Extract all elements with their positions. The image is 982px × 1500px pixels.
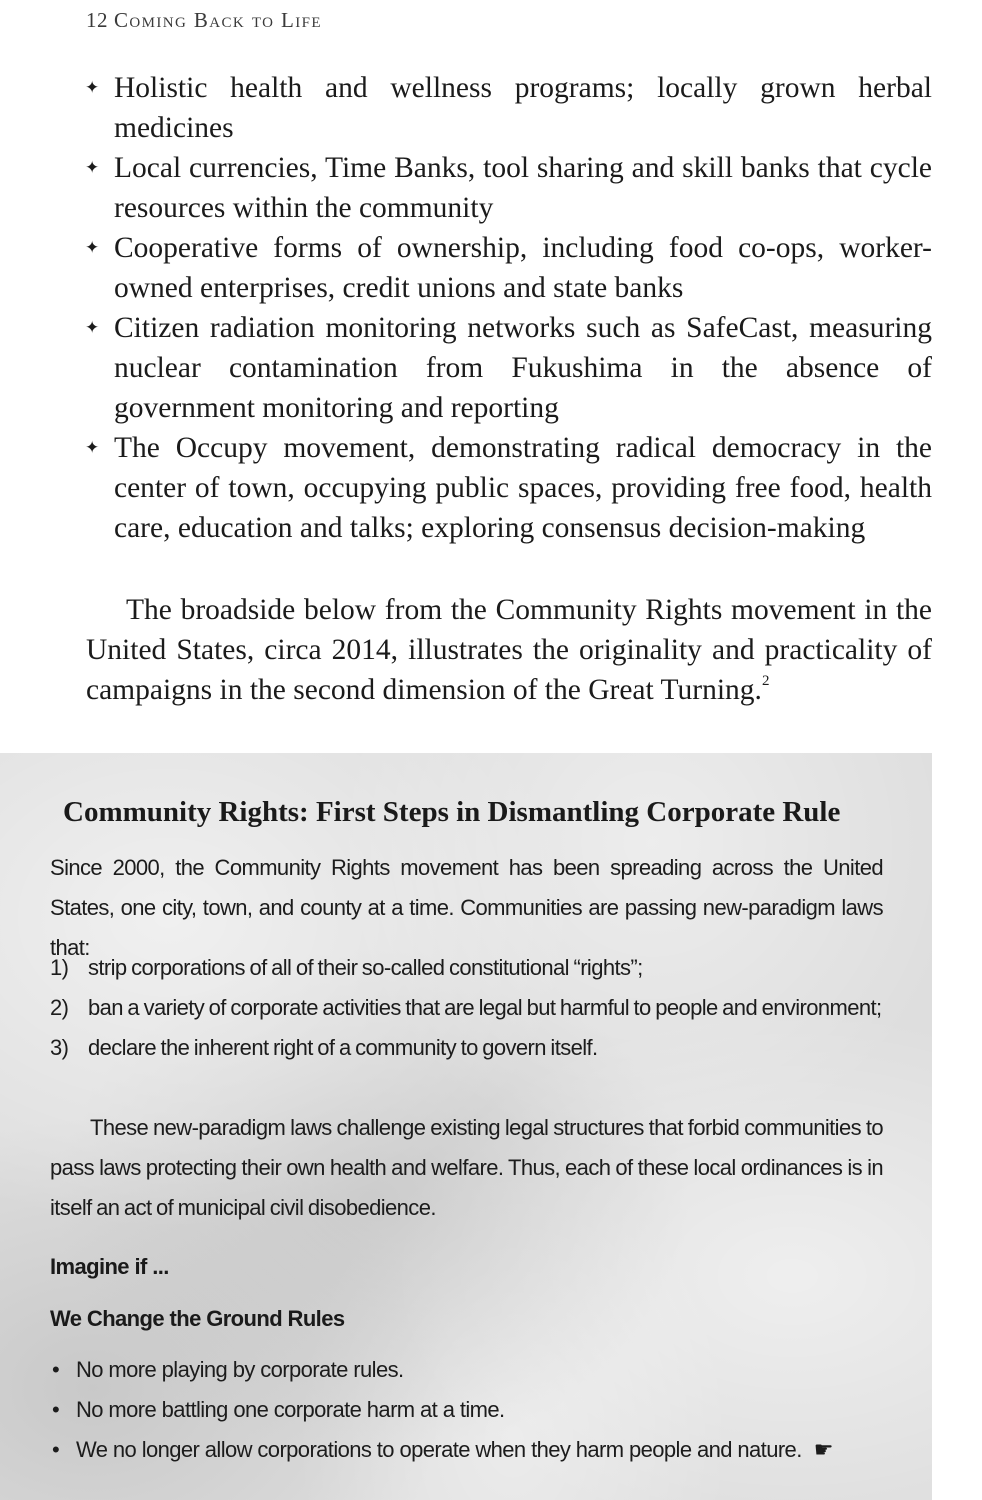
list-item: ✦ The Occupy movement, demonstrating radical democracy in the center of town, occupying public spaces, providing free food, health care, education and talks; exploring consensus decision-making — [84, 428, 932, 548]
sidebar-followup: These new-paradigm laws challenge existing legal structures that forbid communities to pass laws protecting their own health and welfare. Thus, each of these local ordinances is in itself an act of municipal civil disobedience. — [50, 1115, 883, 1220]
numbered-list — [50, 948, 883, 1068]
list-item: • No more playing by corporate rules. — [50, 1350, 890, 1390]
ground-rules-list — [50, 1350, 890, 1470]
page-number: 12 — [86, 8, 108, 32]
pointing-hand-icon: ☛ — [813, 1437, 834, 1462]
list-item: 3) declare the inherent right of a community to govern itself. — [50, 1035, 598, 1060]
bullet-icon: ✦ — [85, 238, 100, 257]
bullet-dot: • — [52, 1397, 60, 1422]
sidebar-intro: Since 2000, the Community Rights movement has been spreading across the United States, one city, town, and county at a time. Communities are passing new-paradigm laws that: — [50, 855, 883, 960]
list-item: • No more battling one corporate harm at a time. — [50, 1390, 890, 1430]
list-item: ✦ Holistic health and wellness programs; locally grown herbal medicines — [84, 68, 932, 148]
footnote-marker[interactable]: 2 — [761, 673, 770, 689]
list-item: • We no longer allow corporations to operate when they harm people and nature. ☛ — [50, 1430, 890, 1470]
list-item: ✦ Cooperative forms of ownership, including food co-ops, worker-owned enterprises, credit unions and state banks — [84, 228, 932, 308]
sidebar-heading: Community Rights: First Steps in Dismantling Corporate Rule — [63, 796, 841, 828]
list-item: ✦ Local currencies, Time Banks, tool sharing and skill banks that cycle resources within the community — [84, 148, 932, 228]
bullet-dot: • — [52, 1437, 60, 1462]
list-item: 1) strip corporations of all of their so-called constitutional “rights”; — [50, 955, 643, 980]
list-item: ✦ Citizen radiation monitoring networks such as SafeCast, measuring nuclear contamination from Fukushima in the absence of government monitoring and reporting — [84, 308, 932, 428]
list-item: 2) ban a variety of corporate activities that are legal but harmful to people and environment; — [50, 995, 882, 1020]
bullet-icon: ✦ — [85, 78, 100, 97]
imagine-heading: Imagine if ... — [50, 1254, 169, 1279]
bullet-list — [84, 68, 932, 548]
bullet-icon: ✦ — [85, 438, 100, 457]
bullet-icon: ✦ — [85, 318, 100, 337]
ground-rules-heading: We Change the Ground Rules — [50, 1306, 345, 1331]
running-head — [86, 8, 322, 33]
body-paragraph: The broadside below from the Community Rights movement in the United States, circa 2014, illustrates the originality and practicality of campaigns in the second dimension of the Great Turning.$^2$ — [86, 594, 932, 706]
bullet-dot: • — [52, 1357, 60, 1382]
book-title: Coming Back to Life — [114, 8, 322, 32]
bullet-icon: ✦ — [85, 158, 100, 177]
